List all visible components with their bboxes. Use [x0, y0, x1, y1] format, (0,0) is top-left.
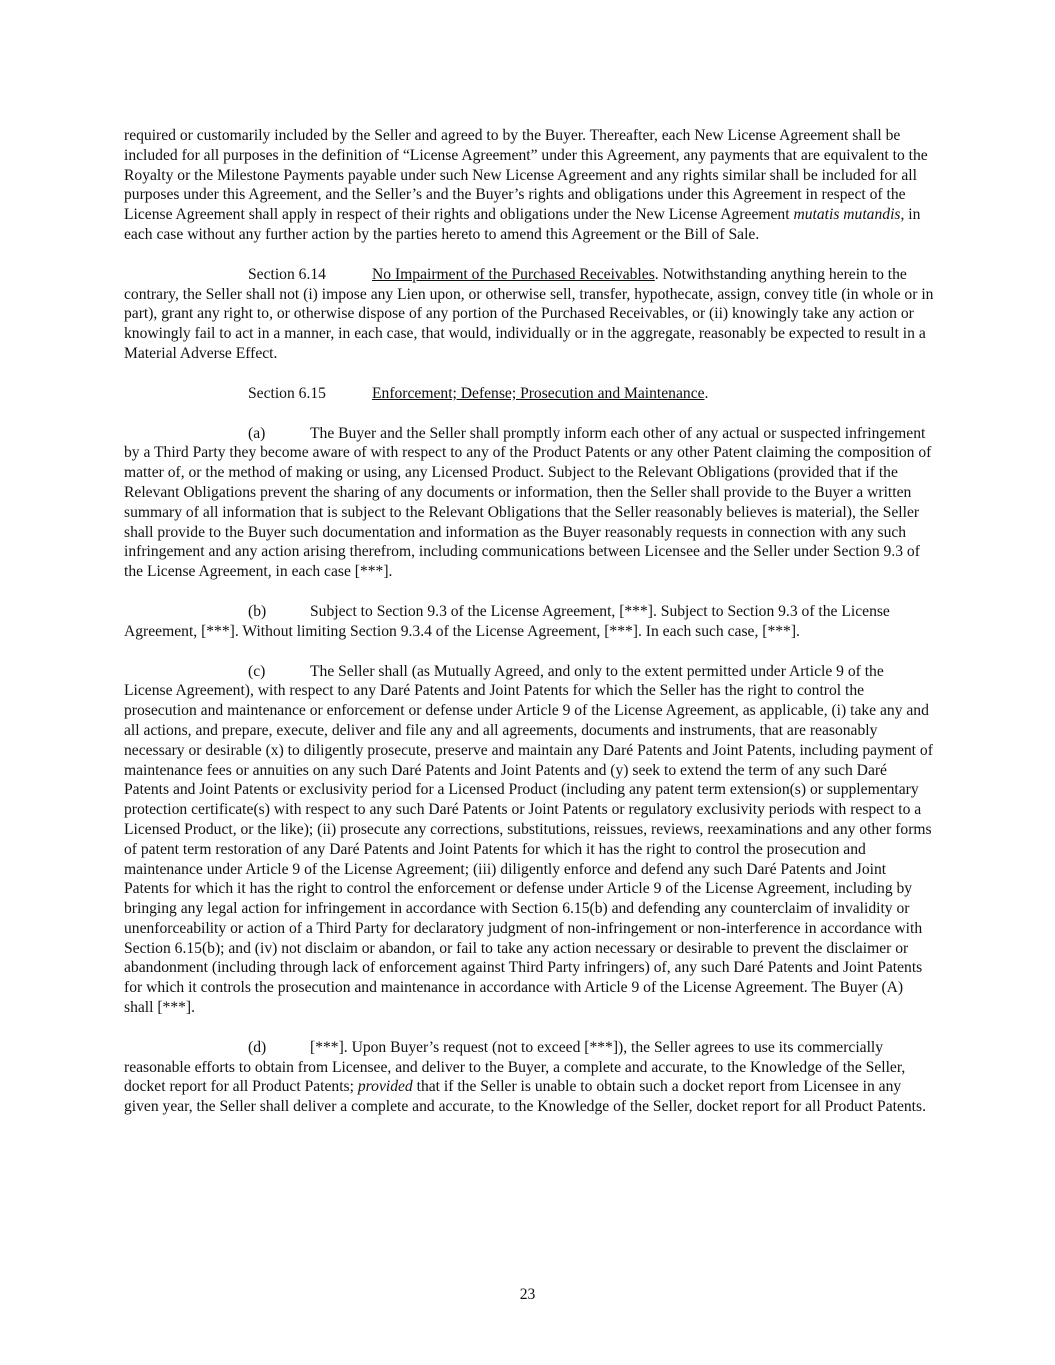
section-title: No Impairment of the Purchased Receivables: [372, 265, 655, 283]
subsection-text: The Seller shall (as Mutually Agreed, and only to the extent permitted under Article 9 of the License Agreement), with respect to any Daré Patents and Joint Patents for which the Seller has the right to control the prosecution and maintenance or enforcement or defense under Article 9 of the License Agreement, as applicable, (i) take any and all actions, and prepare, execute, deliver and file any and all agreements, documents and instruments, that are reasonably necessary or desirable (x) to diligently prosecute, preserve and maintain any Daré Patents and Joint Patents, including payment of maintenance fees or annuities on any such Daré Patents and Joint Patents and (y) seek to extend the term of any such Daré Patents and Joint Patents or exclusivity period for a Licensed Product (including any patent term extension(s) or supplementary protection certificate(s) with respect to any such Daré Patents or Joint Patents or regulatory exclusivity periods with respect to a Licensed Product, or the like); (ii) prosecute any corrections, substitutions, reissues, reviews, reexaminations and any other forms of patent term restoration of any Daré Patents and Joint Patents for which it has the right to control the prosecution and maintenance under Article 9 of the License Agreement; (iii) diligently enforce and defend any such Daré Patents and Joint Patents for which it has the right to control the enforcement or defense under Article 9 of the License Agreement, including by bringing any legal action for infringement in accordance with Section 6.15(b) and defending any counterclaim of invalidity or unenforceability or action of a Third Party for declaratory judgment of non-infringement or non-interference in accordance with Section 6.15(b); and (iv) not disclaim or abandon, or fail to take any action necessary or desirable to prevent the disclaimer or abandonment (including through lack of enforcement against Third Party infringers) of, any such Daré Patents and Joint Patents for which it controls the prosecution and maintenance in accordance with Article 9 of the License Agreement. The Buyer (A) shall [***].: [124, 662, 933, 1017]
section-title: Enforcement; Defense; Prosecution and Maintenance: [372, 384, 705, 402]
subsection-text: Subject to Section 9.3 of the License Agreement, [***]. Subject to Section 9.3 of the License Agreement, [***]. Without limiting Section 9.3.4 of the License Agreement, [***]. In each such case, [***].: [124, 602, 890, 640]
section-body: . Notwithstanding anything herein to the contrary, the Seller shall not (i) impose any Lien upon, or otherwise sell, transfer, hypothecate, assign, convey title (in whole or in part), grant any right to, or otherwise dispose of any portion of the Purchased Receivables, or (ii) knowingly take any action or knowingly fail to act in a manner, in each case, that would, individually or in the aggregate, reasonably be expected to result in a Material Adverse Effect.: [124, 265, 934, 362]
subsection-d: [124, 1038, 934, 1117]
subsection-a: [124, 424, 934, 582]
subsection-label: (d): [248, 1038, 267, 1056]
section-number: Section 6.15: [248, 384, 326, 402]
section-number: Section 6.14: [248, 265, 326, 283]
subsection-label: (b): [248, 602, 267, 620]
subsection-label: (c): [248, 662, 266, 680]
para-text: , in each case without any further action by the parties hereto to amend this Agreement or the Bill of Sale.: [124, 206, 921, 243]
document-page: [124, 126, 934, 1137]
section-6-14: [124, 265, 934, 364]
paragraph-continuation: [124, 126, 934, 245]
italic-phrase: mutatis mutandis: [793, 206, 901, 224]
subsection-text: [***]. Upon Buyer’s request (not to exceed [***]), the Seller agrees to use its commercially reasonable efforts to obtain from Licensee, and deliver to the Buyer, a complete and accurate, to the Knowledge of the Seller, docket report for all Product Patents;: [124, 1038, 906, 1096]
para-text: required or customarily included by the Seller and agreed to by the Buyer. Thereafter, each New License Agreement shall be included for all purposes in the definition of “License Agreement” under this Agreement, any payments that are equivalent to the Royalty or the Milestone Payments payable under such New License Agreement and any rights similar shall be included for all purposes under this Agreement, and the Seller’s and the Buyer’s rights and obligations under this Agreement in respect of the License Agreement shall apply in respect of their rights and obligations under the New License Agreement: [124, 127, 928, 224]
subsection-b: [124, 602, 934, 642]
subsection-label: (a): [248, 424, 266, 442]
italic-word: provided: [357, 1078, 413, 1096]
page-number: 23: [519, 1286, 536, 1303]
subsection-text: that if the Seller is unable to obtain such a docket report from Licensee in any given year, the Seller shall deliver a complete and accurate, to the Knowledge of the Seller, docket report for all Product Patents.: [124, 1078, 926, 1116]
section-6-15-heading: [124, 384, 934, 404]
subsection-text: The Buyer and the Seller shall promptly inform each other of any actual or suspected infringement by a Third Party they become aware of with respect to any of the Product Patents or any other Patent claiming the composition of matter of, or the method of making or using, any Licensed Product. Subject to the Relevant Obligations (provided that if the Relevant Obligations prevent the sharing of any documents or information, then the Seller shall provide to the Buyer a written summary of all information that is subject to the Relevant Obligations that the Seller reasonably believes is material), the Seller shall provide to the Buyer such documentation and information as the Buyer reasonably requests in connection with any such infringement and any action arising therefrom, including communications between Licensee and the Seller under Section 9.3 of the License Agreement, in each case [***].: [124, 424, 932, 581]
section-title-end: .: [704, 384, 709, 402]
subsection-c: [124, 662, 934, 1018]
